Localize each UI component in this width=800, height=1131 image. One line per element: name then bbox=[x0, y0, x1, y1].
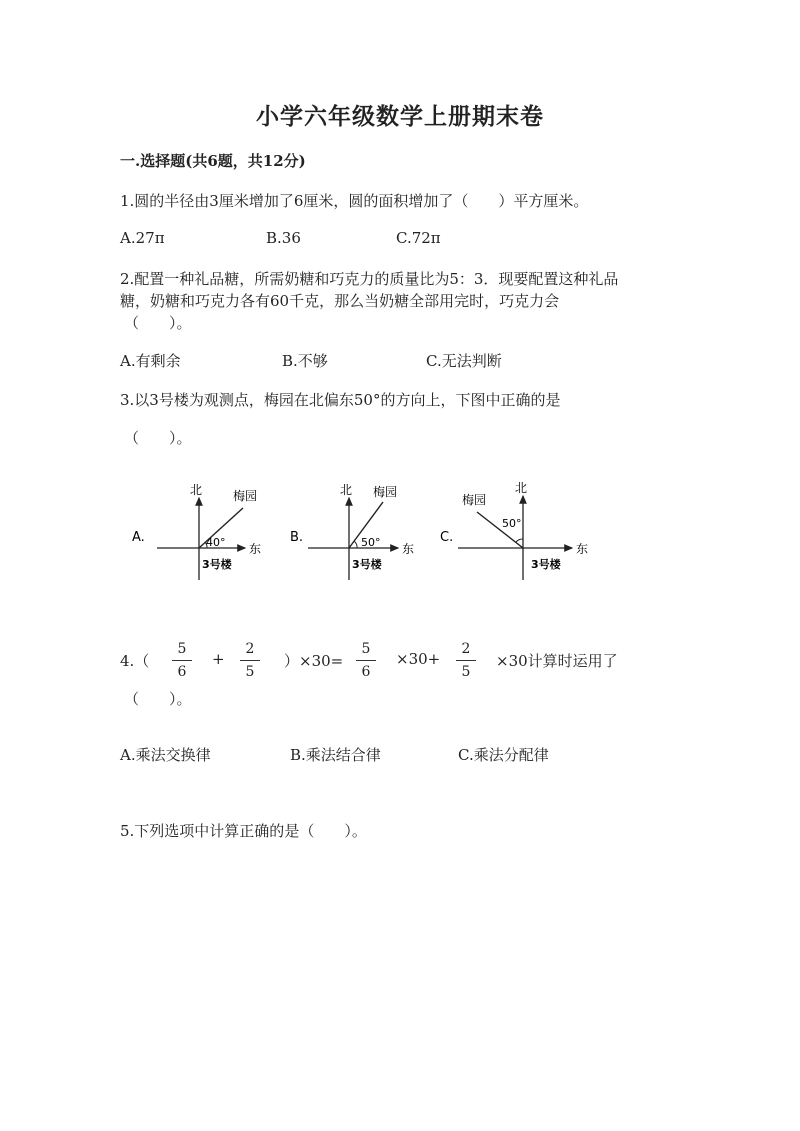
east-label: 东 bbox=[249, 542, 262, 556]
question-2-option-a: A.有剩余 bbox=[120, 352, 181, 370]
page-title: 小学六年级数学上册期末卷 bbox=[256, 103, 544, 130]
question-1-text: 1.圆的半径由3厘米增加了6厘米，圆的面积增加了（ ）平方厘米。 bbox=[120, 192, 589, 210]
question-2-line-1: 2.配置一种礼品糖，所需奶糖和巧克力的质量比为5：3．现要配置这种礼品 bbox=[120, 270, 619, 288]
question-4-line-2: （ ）。 bbox=[124, 690, 192, 708]
fraction-numerator: 2 bbox=[245, 641, 255, 657]
question-2-option-b: B.不够 bbox=[282, 352, 328, 370]
question-1-option-a: A.27π bbox=[120, 229, 165, 247]
park-label: 梅园 bbox=[233, 489, 258, 503]
angle-label: 50° bbox=[361, 536, 381, 549]
building-label: 3号楼 bbox=[352, 558, 382, 571]
fraction-5-6 bbox=[172, 640, 192, 681]
fraction-denominator: 5 bbox=[245, 664, 255, 680]
question-4-tail: ×30计算时运用了 bbox=[496, 652, 618, 670]
east-label: 东 bbox=[576, 542, 589, 556]
building-label: 3号楼 bbox=[531, 558, 561, 571]
fraction-denominator: 6 bbox=[361, 664, 371, 680]
angle-label: 40° bbox=[206, 536, 226, 549]
section-heading: 一.选择题(共6题，共12分) bbox=[120, 152, 306, 170]
fraction-denominator: 5 bbox=[461, 664, 471, 680]
fraction-5-6 bbox=[356, 640, 376, 681]
fraction-2-5 bbox=[456, 640, 476, 681]
question-2-option-c: C.无法判断 bbox=[426, 352, 502, 370]
north-label: 北 bbox=[340, 483, 353, 497]
question-4-option-b: B.乘法结合律 bbox=[290, 746, 381, 764]
figure-a-label: A. bbox=[132, 530, 145, 545]
park-label: 梅园 bbox=[373, 485, 398, 499]
east-label: 东 bbox=[402, 542, 415, 556]
question-2-line-3: （ ）。 bbox=[124, 314, 192, 332]
question-4-option-c: C.乘法分配律 bbox=[458, 746, 549, 764]
north-label: 北 bbox=[515, 481, 528, 495]
fraction-numerator: 2 bbox=[461, 641, 471, 657]
question-4-times-plus: ×30+ bbox=[396, 650, 441, 668]
figure-b bbox=[290, 483, 414, 580]
fraction-numerator: 5 bbox=[177, 641, 187, 657]
question-1-option-b: B.36 bbox=[266, 229, 301, 247]
fraction-numerator: 5 bbox=[361, 641, 371, 657]
fraction-2-5 bbox=[240, 640, 260, 681]
figure-c-label: C. bbox=[440, 530, 454, 545]
building-label: 3号楼 bbox=[202, 558, 232, 571]
question-3-line-1: 3.以3号楼为观测点，梅园在北偏东50°的方向上，下图中正确的是 bbox=[120, 391, 561, 409]
direction-figures bbox=[0, 470, 800, 600]
figure-c bbox=[440, 481, 588, 580]
north-label: 北 bbox=[190, 483, 203, 497]
figure-a bbox=[132, 483, 261, 580]
park-label: 梅园 bbox=[462, 493, 487, 507]
plus-sign: + bbox=[212, 650, 225, 668]
question-3-line-2: （ ）。 bbox=[124, 429, 192, 447]
question-1-option-c: C.72π bbox=[396, 229, 441, 247]
angle-label: 50° bbox=[502, 517, 522, 530]
figure-b-label: B. bbox=[290, 530, 304, 545]
question-2-line-2: 糖，奶糖和巧克力各有60千克，那么当奶糖全部用完时，巧克力会 bbox=[120, 292, 560, 310]
fraction-denominator: 6 bbox=[177, 664, 187, 680]
question-5-text: 5.下列选项中计算正确的是（ ）。 bbox=[120, 822, 367, 840]
question-4-option-a: A.乘法交换律 bbox=[120, 746, 211, 764]
question-4-middle: ）×30= bbox=[284, 652, 344, 670]
question-4-open: 4.（ bbox=[120, 652, 150, 670]
